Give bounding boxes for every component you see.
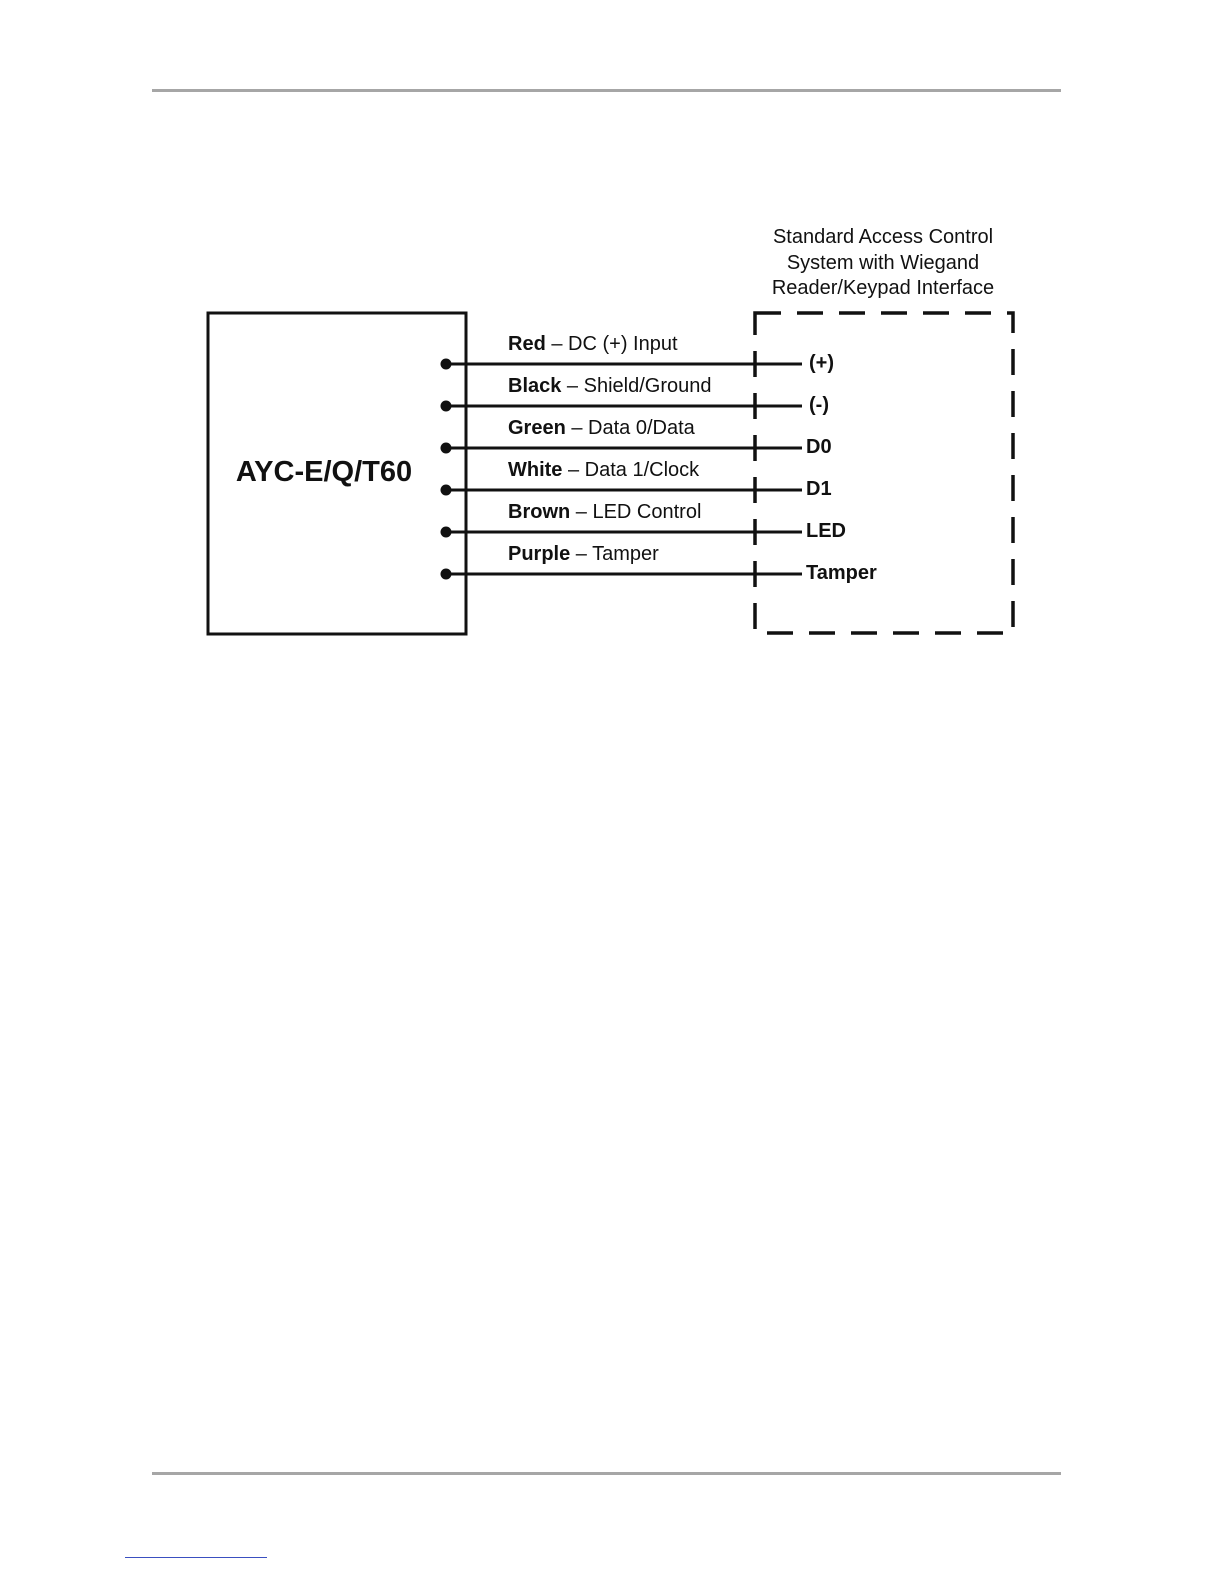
wire-terminal-dot-positive	[441, 359, 452, 370]
wire-led	[441, 501, 847, 542]
footer-rule	[152, 1472, 1061, 1475]
terminal-label-led: LED	[806, 520, 846, 542]
access-system-title-line-2: System with Wiegand	[786, 252, 980, 274]
wire-d0	[441, 417, 832, 458]
wire-label-led	[508, 501, 701, 523]
wire-label-positive	[508, 333, 678, 355]
access-system-box	[755, 313, 1013, 633]
wire-positive	[441, 333, 835, 374]
access-system-title	[772, 226, 994, 299]
wire-d1	[441, 459, 832, 500]
terminal-label-d0: D0	[806, 436, 832, 458]
wire-label-negative	[508, 375, 711, 397]
wire-label-tamper	[508, 543, 659, 565]
wires	[441, 333, 877, 584]
footnote-link-underline	[125, 1557, 267, 1558]
wire-function-negative: – Shield/Ground	[561, 375, 712, 397]
wire-tamper	[441, 543, 877, 584]
access-system-title-line-3: Reader/Keypad Interface	[771, 277, 995, 299]
terminal-label-positive: (+)	[809, 352, 834, 374]
wire-terminal-dot-negative	[441, 401, 452, 412]
wire-color-led: Brown	[508, 501, 571, 523]
wire-label-d0	[508, 417, 696, 439]
wire-function-tamper: – Tamper	[570, 543, 659, 565]
wire-terminal-dot-d0	[441, 443, 452, 454]
wire-function-led: – LED Control	[570, 501, 702, 523]
wire-label-d1	[508, 459, 700, 481]
access-system-title-line-1: Standard Access Control	[772, 226, 994, 248]
wire-function-d1: – Data 1/Clock	[562, 459, 700, 481]
device-label: AYC-E/Q/T60	[235, 456, 413, 488]
wire-function-d0: – Data 0/Data	[565, 417, 695, 439]
wire-color-d1: White	[508, 459, 563, 481]
wire-terminal-dot-tamper	[441, 569, 452, 580]
terminal-label-negative: (-)	[809, 394, 829, 416]
wire-negative	[441, 375, 829, 416]
terminal-label-tamper: Tamper	[806, 562, 877, 584]
terminal-label-d1: D1	[806, 478, 832, 500]
wire-color-d0: Green	[508, 417, 566, 439]
wire-color-positive: Red	[508, 333, 546, 355]
wire-terminal-dot-led	[441, 527, 452, 538]
wire-color-negative: Black	[508, 375, 562, 397]
wire-function-positive: – DC (+) Input	[545, 333, 678, 355]
wire-terminal-dot-d1	[441, 485, 452, 496]
wire-color-tamper: Purple	[508, 543, 571, 565]
